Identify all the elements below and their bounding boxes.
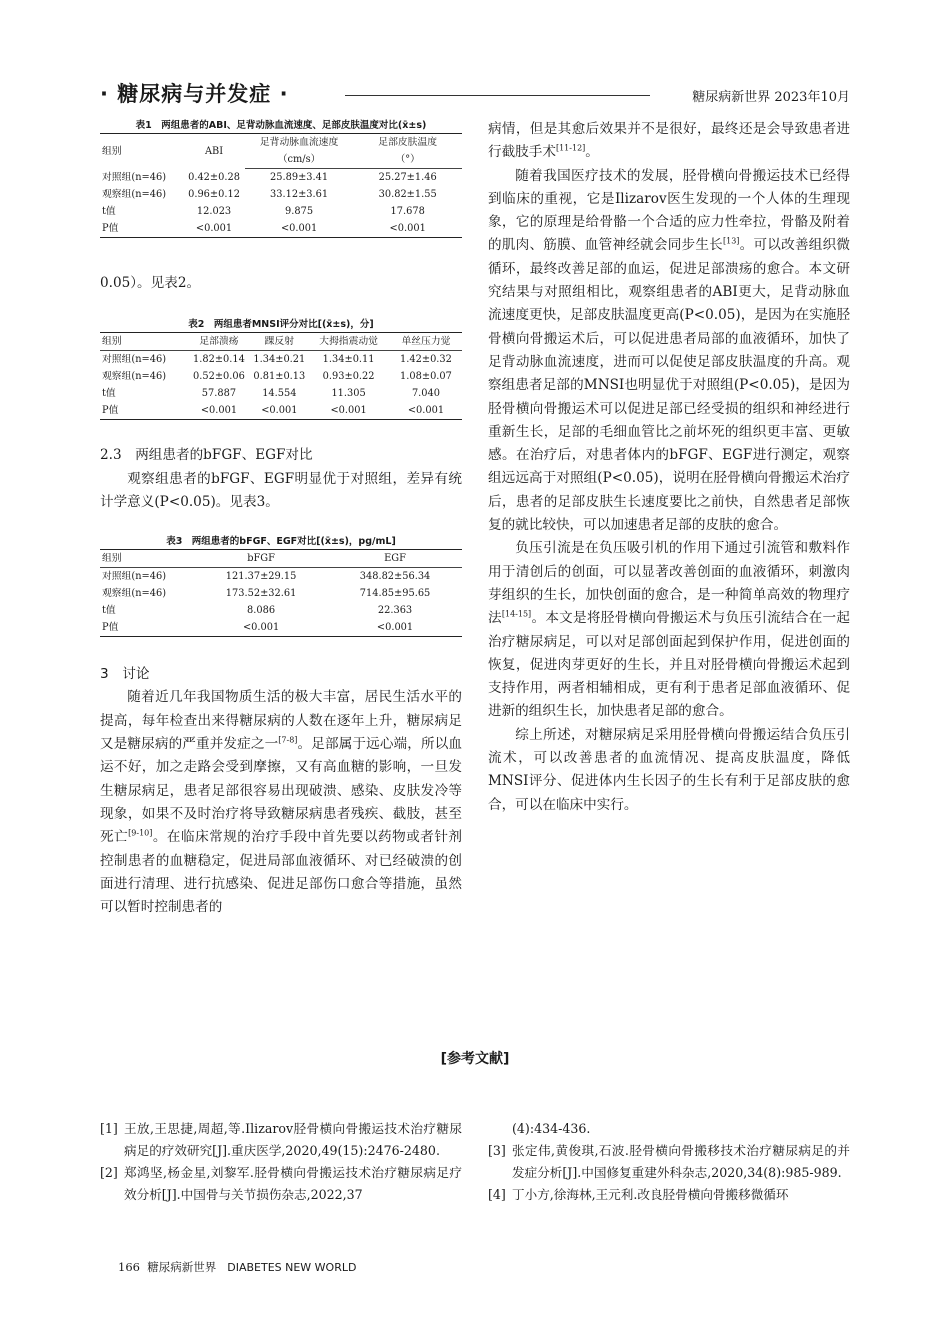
table-cell: 1.34±0.11 xyxy=(322,354,375,366)
paragraph xyxy=(488,537,850,723)
reference-number: [2] xyxy=(100,1165,118,1180)
table3-header: 组别 xyxy=(100,550,194,568)
table-cell: <0.001 xyxy=(328,619,462,637)
text-run: 。本文是将胫骨横向骨搬运术与负压引流结合在一起治疗糖尿病足，可以对足部创面起到保护作用，促进创面的恢复，促进肉芽更好的生长，并且对胫骨横向骨搬运术起到支持作用，两者相辅相成，更有利于患者足部血液循环、促进新的组织生长，加快患者足部的愈合。 xyxy=(488,610,851,720)
table-cell: 0.42±0.28 xyxy=(188,171,240,183)
table-row xyxy=(100,368,462,385)
table-cell: 1.08±0.07 xyxy=(400,371,452,383)
table-cell: 25.89±3.41 xyxy=(270,172,329,183)
section-title: · 糖尿病与并发症 · xyxy=(100,82,289,106)
table-row xyxy=(100,568,462,586)
table-cell: 33.12±3.61 xyxy=(270,189,329,200)
table-row xyxy=(100,585,462,602)
table2-header: 单丝压力觉 xyxy=(390,333,462,351)
table-cell: 714.85±95.65 xyxy=(359,588,431,600)
reference-text: 郑鸿坚,杨金星,刘黎军.胫骨横向骨搬运技术治疗糖尿病足疗效分析[J].中国骨与关节损伤杂志,2022,37 xyxy=(124,1165,462,1202)
table-cell: 17.678 xyxy=(390,206,425,217)
reference-number: [4] xyxy=(488,1187,506,1202)
table-cell: 0.81±0.13 xyxy=(253,371,306,383)
table2-header: 足部溃疡 xyxy=(186,333,251,351)
table-cell: <0.001 xyxy=(194,619,328,637)
references-right xyxy=(488,1118,850,1206)
table-cell: 1.42±0.32 xyxy=(400,354,452,366)
table1-header: 组别 xyxy=(100,134,183,169)
table-cell: 8.086 xyxy=(247,605,276,617)
table-row xyxy=(100,602,462,619)
table1-header: 足背动脉血流速度 xyxy=(245,134,354,152)
reference-text: (4):434-436. xyxy=(512,1121,591,1136)
paragraph-conclusion: 综上所述，对糖尿病足采用胫骨横向骨搬运结合负压引流术，可以改善患者的血流情况、提高皮肤温度，降低MNSI评分、促进体内生长因子的生长有利于足部皮肤的愈合，可以在临床中实行。 xyxy=(488,726,850,813)
text-run: 。足部属于远心端，所以血运不好，加之走路会受到摩擦，又有高血糖的影响，一旦发生糖尿病足，患者足部很容易出现破溃、感染、皮肤发冷等现象，如果不及时治疗将导致糖尿病患者残疾、截肢，甚至死亡 xyxy=(100,736,463,846)
table-cell: <0.001 xyxy=(307,402,390,420)
reference-item xyxy=(488,1184,850,1206)
table-cell: t值 xyxy=(102,388,116,400)
table-cell: 1.82±0.14 xyxy=(193,354,245,366)
table-cell: 30.82±1.55 xyxy=(378,189,437,200)
journal-issue: 糖尿病新世界 2023年10月 xyxy=(692,90,850,105)
table-cell: 57.887 xyxy=(201,388,237,400)
table-cell: 25.27±1.46 xyxy=(378,172,437,183)
text-run: 。在临床常规的治疗手段中首先要以药物或者针剂控制患者的血糖稳定，促进局部血液循环、对已经破溃的创面进行清理、进行抗感染、促进足部伤口愈合等措施，虽然可以暂时控制患者的 xyxy=(100,829,463,916)
table2-header: 大拇指震动觉 xyxy=(307,333,390,351)
table1 xyxy=(100,133,462,238)
table-row xyxy=(100,385,462,402)
reference-item xyxy=(488,1140,850,1184)
table-cell: 9.875 xyxy=(285,206,314,217)
footer-journal-cn: 糖尿病新世界 xyxy=(147,1260,217,1274)
table2-caption: 表2 两组患者MNSI评分对比[(x̄±s)，分] xyxy=(188,319,374,331)
page-number: 166 xyxy=(118,1260,140,1274)
reference-number: [3] xyxy=(488,1143,506,1158)
reference-text: 张定伟,黄俊琪,石波.胫骨横向骨搬移技术治疗糖尿病足的并发症分析[J].中国修复重建外科杂志,2020,34(8):985-989. xyxy=(512,1143,850,1180)
table-cell: t值 xyxy=(102,206,116,217)
references-left xyxy=(100,1118,462,1206)
paragraph-table2-ref: 0.05）。见表2。 xyxy=(100,275,201,291)
table-cell: P值 xyxy=(100,402,186,420)
table1-header-unit: （°） xyxy=(353,151,462,169)
table3-header: bFGF xyxy=(194,550,328,568)
text-run: 。 xyxy=(585,144,599,161)
table-cell: 对照组(n=46) xyxy=(102,171,167,183)
citation: [14-15] xyxy=(501,609,532,619)
table-cell: 0.52±0.06 xyxy=(193,371,245,383)
table2 xyxy=(100,332,462,420)
table2-header: 踝反射 xyxy=(251,333,307,351)
table-row xyxy=(100,402,462,420)
reference-text: 丁小方,徐海林,王元利.改良胫骨横向骨搬移微循环 xyxy=(512,1187,789,1202)
references-title: [参考文献] xyxy=(440,1051,510,1067)
table-cell: 观察组(n=46) xyxy=(102,189,167,200)
text-run: 负压引流是在负压吸引机的作用下通过引流管和敷料作用于清创后的创面，可以显著改善创面的血液循环，刺激肉芽组织的生长，加快创面的愈合，是一种简单高效的物理疗法 xyxy=(488,540,850,627)
paragraph: 观察组患者的bFGF、EGF明显优于对照组，差异有统计学意义(P<0.05)。见表3。 xyxy=(100,470,462,510)
table-cell: <0.001 xyxy=(251,402,307,420)
table-cell: 173.52±32.61 xyxy=(225,588,297,600)
table-cell: 14.554 xyxy=(262,388,297,400)
table3-caption: 表3 两组患者的bFGF、EGF对比[(x̄±s)，pg/mL] xyxy=(166,536,396,548)
reference-continuation xyxy=(488,1118,850,1140)
table-cell: <0.001 xyxy=(245,220,354,238)
right-column xyxy=(488,118,850,817)
table1-header: ABI xyxy=(183,134,245,169)
table1-header-unit: （cm/s） xyxy=(245,151,354,169)
text-run: 随着近几年我国物质生活的极大丰富，居民生活水平的提高，每年检查出来得糖尿病的人数在逐年上升，糖尿病足又是糖尿病的严重并发症之一 xyxy=(100,689,462,753)
table-cell: P值 xyxy=(100,619,194,637)
table-row xyxy=(100,186,462,203)
table-cell: 348.82±56.34 xyxy=(359,571,431,583)
paragraph xyxy=(488,118,850,165)
paragraph-discussion xyxy=(100,686,462,919)
table-cell: 11.305 xyxy=(331,388,366,400)
table-cell: 对照组(n=46) xyxy=(102,571,167,583)
table-row xyxy=(100,220,462,238)
page-footer xyxy=(118,1259,356,1275)
table-cell: <0.001 xyxy=(353,220,462,238)
table-cell: <0.001 xyxy=(390,402,462,420)
footer-journal-en: DIABETES NEW WORLD xyxy=(227,1261,357,1274)
left-column xyxy=(100,118,462,919)
table-row xyxy=(100,619,462,637)
reference-item xyxy=(100,1162,462,1206)
table-cell: 22.363 xyxy=(377,605,413,617)
text-run: 。可以改善组织微循环，最终改善足部的血运，促进足部溃疡的愈合。本文研究结果与对照组相比，观察组患者的ABI更大，足背动脉血流速度更快，足部皮肤温度更高(P<0.05)，是因为在实施胫骨横向骨搬运术后，可以促进患者局部的血液循环，加快了足背动脉血流速度，进而可以促使足部皮肤温度的升高。观察组患者足部的MNSI也明显优于对照组(P<0.05)，是因为胫骨横向骨搬运术可以促进足部已经受损的组织和神经进行重新生长，足部的毛细血管比之前坏死的组织更丰富、更敏感。在治疗后，对患者体内的bFGF、EGF进行测定，观察组远远高于对照组(P<0.05)，说明在胫骨横向骨搬运术治疗后，患者的足部皮肤生长速度要比之前快，自然患者足部恢复的就比较快，可以加速患者足部的皮肤的愈合。 xyxy=(488,237,851,534)
table-cell: <0.001 xyxy=(186,402,251,420)
table3 xyxy=(100,549,462,637)
table-cell: 0.93±0.22 xyxy=(322,371,375,383)
paragraph xyxy=(488,165,850,538)
table-row xyxy=(100,351,462,369)
text-run: 病情，但是其愈后效果并不是很好，最终还是会导致患者进行截肢手术 xyxy=(488,121,850,161)
table3-header: EGF xyxy=(328,550,462,568)
table-cell: t值 xyxy=(102,605,116,617)
table1-header: 足部皮肤温度 xyxy=(353,134,462,152)
table-cell: 121.37±29.15 xyxy=(225,571,297,583)
table-cell: 0.96±0.12 xyxy=(188,189,240,200)
citation: [13] xyxy=(723,236,740,246)
citation: [7-8] xyxy=(278,735,298,745)
header-rule xyxy=(345,95,650,96)
table-cell: 观察组(n=46) xyxy=(102,371,167,383)
section-heading-2-3: 2.3 两组患者的bFGF、EGF对比 xyxy=(100,447,313,464)
table-row xyxy=(100,169,462,187)
reference-item xyxy=(100,1118,462,1162)
section-heading-3: 3 讨论 xyxy=(100,666,150,683)
reference-number: [1] xyxy=(100,1121,118,1136)
table-row xyxy=(100,203,462,220)
citation: [9-10] xyxy=(128,828,153,838)
text-run: 随着我国医疗技术的发展，胫骨横向骨搬运技术已经得到临床的重视，它是Ilizarov医生发现的一个人体的生理现象，它的原理是给骨骼一个合适的应力性牵拉，骨骼及附着的肌肉、筋膜、血管神经就会同步生长 xyxy=(488,167,850,254)
table-cell: <0.001 xyxy=(183,220,245,238)
table-cell: P值 xyxy=(100,220,183,238)
table1-caption: 表1 两组患者的ABI、足背动脉血流速度、足部皮肤温度对比(x̄±s) xyxy=(135,120,427,131)
citation: [11-12] xyxy=(555,143,586,153)
table-cell: 观察组(n=46) xyxy=(102,588,167,600)
table-cell: 7.040 xyxy=(411,388,440,400)
reference-text: 王放,王思捷,周超,等.Ilizarov胫骨横向骨搬运技术治疗糖尿病足的疗效研究[J].重庆医学,2020,49(15):2476-2480. xyxy=(124,1121,462,1158)
table2-header: 组别 xyxy=(100,333,186,351)
table-cell: 1.34±0.21 xyxy=(253,354,306,366)
table-cell: 对照组(n=46) xyxy=(102,354,167,366)
table-cell: 12.023 xyxy=(196,206,232,217)
